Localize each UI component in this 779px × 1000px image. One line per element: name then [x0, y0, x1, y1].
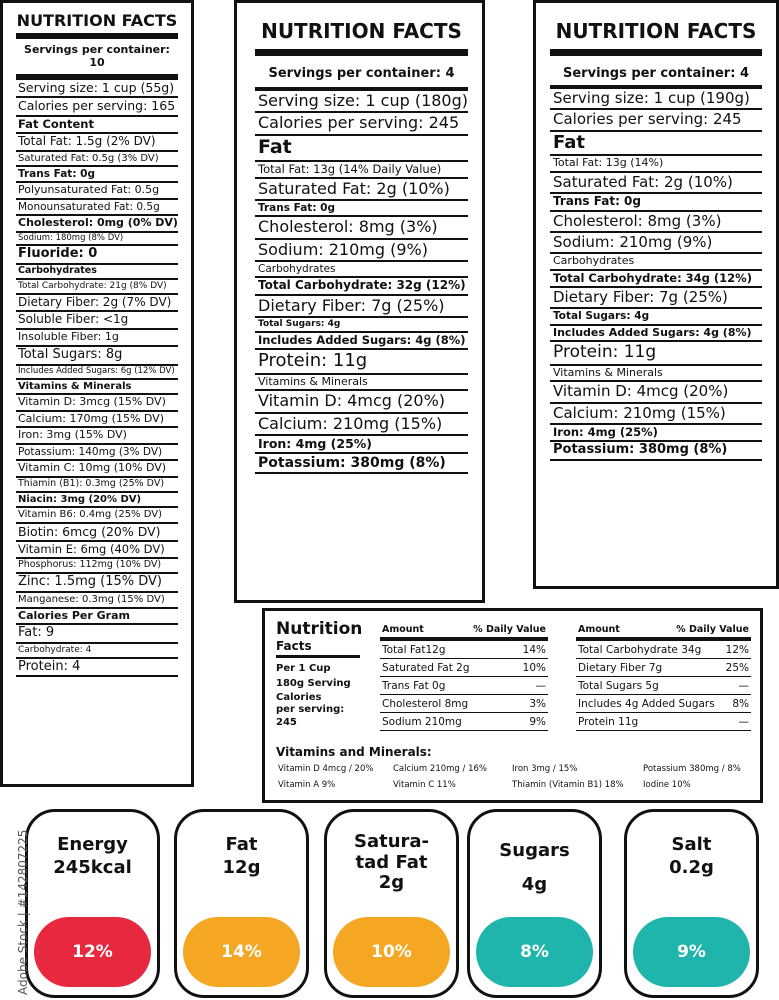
label-rows — [16, 80, 178, 677]
table-body — [576, 641, 751, 731]
nutrient-table-right — [576, 624, 751, 731]
nutrient-row: Vitamins & Minerals — [255, 375, 468, 392]
nutrition-label-1 — [0, 0, 194, 787]
nutrient-row: Dietary Fiber: 7g (25%) — [550, 288, 762, 309]
vitamins-row — [276, 764, 750, 780]
nutrient-row: Total Carbohydrate: 34g (12%) — [550, 271, 762, 288]
nutrition-label-2 — [234, 0, 485, 603]
nutrient-row: Includes Added Sugars: 4g (8%) — [550, 326, 762, 343]
nutrient-name: Total Carbohydrate 34g — [578, 644, 702, 656]
nutrient-row: Fat — [550, 132, 762, 157]
table-header — [380, 624, 548, 641]
nutrient-row: Saturated Fat: 2g (10%) — [550, 173, 762, 194]
nutrient-row: Saturated Fat: 2g (10%) — [255, 179, 468, 201]
nutrient-row: Biotin: 6mcg (20% DV) — [16, 524, 178, 542]
nutrient-row: Carbohydrate: 4 — [16, 644, 178, 658]
nutrient-row: Vitamin C: 10mg (10% DV) — [16, 461, 178, 478]
nutrient-row: Vitamin B6: 0.4mg (25% DV) — [16, 508, 178, 524]
nutrition-label-horizontal — [262, 608, 763, 803]
nutrient-name: Total Sugars 5g — [578, 680, 659, 692]
badge-percent-pill: 10% — [333, 917, 450, 987]
label-rows — [255, 91, 468, 474]
nutrient-daily-value: 25% — [725, 662, 749, 674]
nutrient-row: Cholesterol: 0mg (0% DV) — [16, 216, 178, 233]
nutrient-row: Total Sugars: 8g — [16, 347, 178, 366]
nutrient-row: Calcium: 210mg (15%) — [255, 414, 468, 436]
nutrient-daily-value: — — [738, 716, 749, 728]
nutrient-row: Soluble Fiber: <1g — [16, 312, 178, 330]
nutrient-row: Cholesterol: 8mg (3%) — [255, 217, 468, 239]
nutrient-row: Manganese: 0.3mg (15% DV) — [16, 593, 178, 609]
nutrient-row: Calcium: 170mg (15% DV) — [16, 412, 178, 429]
nutrient-row: Sodium: 210mg (9%) — [550, 233, 762, 254]
badge-label: Sugars — [499, 840, 570, 861]
nutrient-daily-value: 3% — [529, 698, 546, 710]
nutrient-row: Includes Added Sugars: 4g (8%) — [255, 333, 468, 350]
badge-text — [327, 832, 456, 894]
nutrient-row: Calories per serving: 245 — [255, 113, 468, 135]
nutrient-row: Total Fat: 1.5g (2% DV) — [16, 134, 178, 152]
badge-text — [28, 834, 157, 879]
badge-value: 0.2g — [669, 856, 714, 878]
nutrient-row: Fluoride: 0 — [16, 246, 178, 265]
nutrient-row: Potassium: 380mg (8%) — [255, 454, 468, 474]
nutrient-row: Cholesterol: 8mg (3%) — [550, 212, 762, 233]
badge-fat — [174, 809, 309, 998]
watermark-text: Adobe Stock | #142807225 — [16, 829, 30, 995]
table-row — [380, 713, 548, 731]
badge-label: Satura- tad Fat — [353, 831, 430, 873]
nutrient-row: Trans Fat: 0g — [255, 201, 468, 217]
nutrient-row: Niacin: 3mg (20% DV) — [16, 493, 178, 509]
badge-label: Fat — [225, 834, 258, 855]
badge-label: Energy — [57, 834, 128, 855]
nutrient-row: Serving size: 1 cup (190g) — [550, 89, 762, 110]
label-header-block — [276, 619, 363, 729]
nutrient-row: Carbohydrates — [255, 262, 468, 278]
label-title: NUTRITION FACTS — [255, 19, 468, 56]
nutrient-row: Potassium: 380mg (8%) — [550, 442, 762, 461]
nutrient-daily-value: 8% — [732, 698, 749, 710]
nutrient-row: Vitamins & Minerals — [550, 366, 762, 383]
badge-value: 4g — [521, 874, 548, 896]
nutrient-row: Calories per serving: 165 — [16, 98, 178, 116]
nutrient-row: Sodium: 210mg (9%) — [255, 240, 468, 262]
table-row — [576, 641, 751, 659]
nutrient-row: Calories Per Gram — [16, 609, 178, 626]
nutrient-daily-value: 9% — [529, 716, 546, 728]
nutrient-row: Carbohydrates — [16, 265, 178, 280]
nutrient-row: Phosphorus: 112mg (10% DV) — [16, 559, 178, 574]
nutrient-row: Serving size: 1 cup (55g) — [16, 80, 178, 98]
vitamins-heading: Vitamins and Minerals: — [276, 745, 432, 759]
table-row — [380, 695, 548, 713]
nutrient-row: Total Carbohydrate: 32g (12%) — [255, 278, 468, 296]
nutrient-row: Iron: 4mg (25%) — [255, 436, 468, 454]
vitamins-row — [276, 780, 750, 796]
nutrient-row: Total Fat: 13g (14% Daily Value) — [255, 162, 468, 179]
servings-per-container: Servings per container: 4 — [255, 56, 468, 91]
nutrient-row: Trans Fat: 0g — [550, 194, 762, 212]
serving-info — [276, 661, 360, 729]
table-body — [380, 641, 548, 731]
nutrient-row: Vitamin E: 6mg (40% DV) — [16, 542, 178, 559]
nutrient-daily-value: 14% — [522, 644, 546, 656]
nutrient-name: Protein 11g — [578, 716, 639, 728]
nutrient-row: Trans Fat: 0g — [16, 167, 178, 183]
header-amount: Amount — [382, 624, 424, 635]
nutrient-row: Protein: 11g — [255, 350, 468, 375]
label-title-nutrition: Nutrition — [276, 619, 363, 639]
nutrient-row: Potassium: 140mg (3% DV) — [16, 445, 178, 461]
serving-info-line: per serving: 245 — [276, 703, 345, 728]
badge-value: 245kcal — [53, 856, 132, 878]
nutrient-row: Calcium: 210mg (15%) — [550, 404, 762, 425]
nutrient-row: Vitamin D: 4mcg (20%) — [550, 382, 762, 403]
table-row — [576, 695, 751, 713]
servings-per-container: Servings per container: 4 — [550, 56, 762, 89]
serving-info-line: Per 1 Cup — [276, 662, 331, 674]
nutrient-daily-value: 12% — [725, 644, 749, 656]
vitamin-item: Thiamin (Vitamin B1) 18% — [512, 780, 624, 790]
nutrient-name: Includes 4g Added Sugars — [578, 698, 715, 710]
label-title: NUTRITION FACTS — [550, 19, 762, 56]
nutrient-name: Saturated Fat 2g — [382, 662, 470, 674]
nutrient-row: Fat Content — [16, 117, 178, 134]
header-daily-value: % Daily Value — [676, 624, 749, 635]
nutrient-table-left — [380, 624, 548, 731]
nutrient-daily-value: — — [738, 680, 749, 692]
nutrient-row: Total Fat: 13g (14%) — [550, 156, 762, 173]
nutrient-row: Saturated Fat: 0.5g (3% DV) — [16, 152, 178, 168]
table-row — [576, 713, 751, 731]
nutrient-row: Protein: 11g — [550, 342, 762, 366]
nutrient-name: Trans Fat 0g — [382, 680, 446, 692]
nutrient-row: Includes Added Sugars: 6g (12% DV) — [16, 366, 178, 380]
nutrient-row: Serving size: 1 cup (180g) — [255, 91, 468, 113]
serving-info-line: Calories — [276, 691, 322, 703]
table-row — [576, 659, 751, 677]
table-row — [576, 677, 751, 695]
nutrient-row: Fat: 9 — [16, 625, 178, 644]
badge-label: Salt — [671, 834, 712, 855]
nutrient-row: Vitamin D: 4mcg (20%) — [255, 391, 468, 413]
nutrient-row: Dietary Fiber: 7g (25%) — [255, 296, 468, 318]
nutrient-row: Monounsaturated Fat: 0.5g — [16, 200, 178, 216]
label-rows — [550, 89, 762, 461]
vitamin-item: Iodine 10% — [643, 780, 691, 790]
nutrient-row: Iron: 4mg (25%) — [550, 425, 762, 442]
nutrient-daily-value: 10% — [522, 662, 546, 674]
nutrient-name: Total Fat12g — [382, 644, 446, 656]
table-header — [576, 624, 751, 641]
nutrient-row: Thiamin (B1): 0.3mg (25% DV) — [16, 478, 178, 493]
badge-text — [470, 834, 599, 902]
header-amount: Amount — [578, 624, 620, 635]
table-row — [380, 677, 548, 695]
table-row — [380, 659, 548, 677]
label-title: NUTRITION FACTS — [16, 11, 178, 39]
label-title-facts: Facts — [276, 639, 360, 658]
nutrient-row: Zinc: 1.5mg (15% DV) — [16, 574, 178, 593]
nutrient-row: Dietary Fiber: 2g (7% DV) — [16, 295, 178, 313]
nutrient-name: Sodium 210mg — [382, 716, 462, 728]
header-daily-value: % Daily Value — [473, 624, 546, 635]
nutrient-row: Total Carbohydrate: 21g (8% DV) — [16, 280, 178, 294]
nutrient-row: Calories per serving: 245 — [550, 110, 762, 131]
badge-percent-pill: 14% — [183, 917, 300, 987]
badge-sugars — [467, 809, 602, 998]
nutrient-name: Dietary Fiber 7g — [578, 662, 663, 674]
badge-energy — [25, 809, 160, 998]
nutrient-row: Vitamins & Minerals — [16, 380, 178, 396]
nutrient-row: Carbohydrates — [550, 254, 762, 271]
vitamins-section — [276, 745, 750, 796]
vitamin-item: Vitamin D 4mcg / 20% — [278, 764, 374, 774]
vitamin-item: Potassium 380mg / 8% — [643, 764, 741, 774]
badge-salt — [624, 809, 759, 998]
nutrient-name: Cholesterol 8mg — [382, 698, 469, 710]
nutrition-label-3 — [533, 0, 779, 589]
vitamin-item: Calcium 210mg / 16% — [393, 764, 487, 774]
serving-info-line: 180g Serving — [276, 678, 351, 690]
nutrient-row: Fat — [255, 136, 468, 162]
nutrient-row: Protein: 4 — [16, 659, 178, 678]
badge-percent-pill: 9% — [633, 917, 750, 987]
badge-value: 12g — [222, 856, 261, 878]
badge-percent-pill: 12% — [34, 917, 151, 987]
badge-value: 2g — [378, 872, 405, 894]
nutrient-row: Total Sugars: 4g — [550, 309, 762, 325]
nutrient-daily-value: — — [535, 680, 546, 692]
badge-saturated-fat — [324, 809, 459, 998]
stock-watermark — [2, 775, 30, 995]
nutrient-row: Iron: 3mg (15% DV) — [16, 428, 178, 445]
nutrient-row: Insoluble Fiber: 1g — [16, 330, 178, 347]
vitamin-item: Vitamin C 11% — [393, 780, 456, 790]
badge-percent-pill: 8% — [476, 917, 593, 987]
badge-text — [627, 834, 756, 879]
nutrient-row: Vitamin D: 3mcg (15% DV) — [16, 395, 178, 412]
nutrient-row: Polyunsaturated Fat: 0.5g — [16, 183, 178, 200]
nutrient-row: Sodium: 180mg (8% DV) — [16, 233, 178, 247]
table-row — [380, 641, 548, 659]
vitamin-item: Iron 3mg / 15% — [512, 764, 578, 774]
badge-text — [177, 834, 306, 879]
vitamin-item: Vitamin A 9% — [278, 780, 336, 790]
servings-per-container: Servings per container: 10 — [16, 39, 178, 80]
nutrient-row: Total Sugars: 4g — [255, 318, 468, 332]
